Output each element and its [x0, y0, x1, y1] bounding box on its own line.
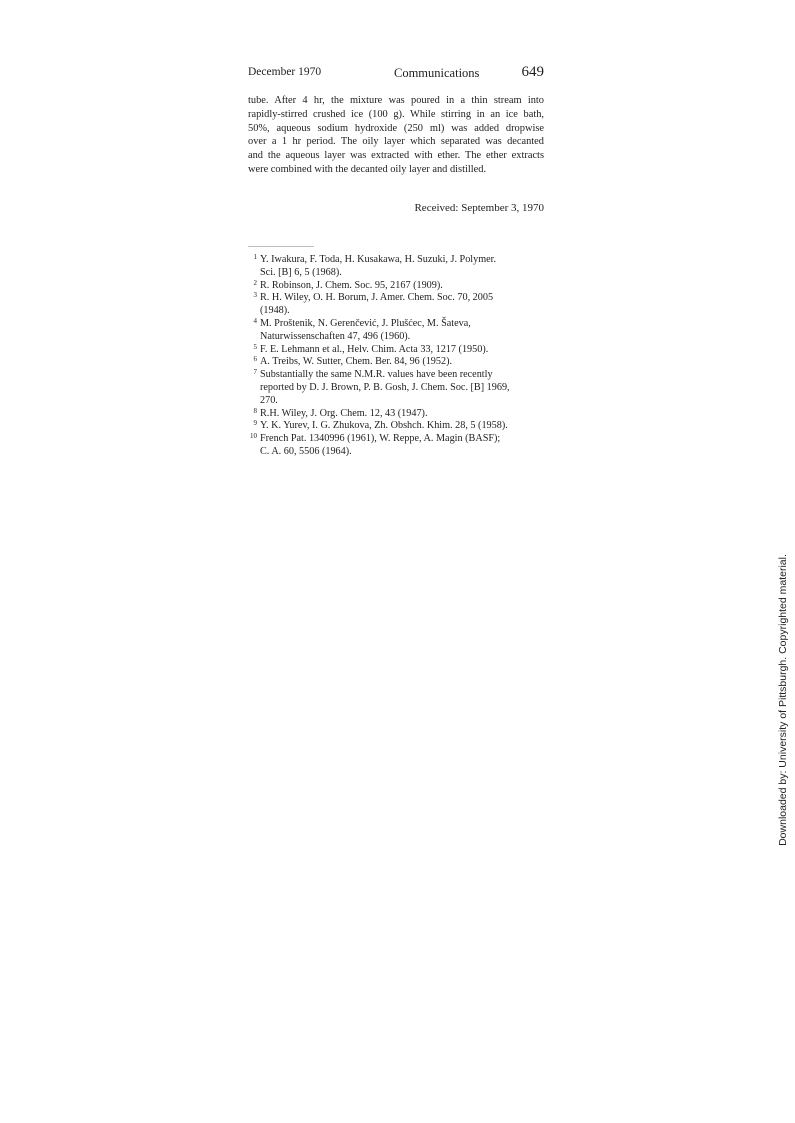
download-watermark: Downloaded by: University of Pittsburgh. Copyrighted material.: [777, 554, 789, 846]
header-journal-section: Communications: [394, 66, 480, 80]
reference-item: [248, 318, 544, 344]
reference-number: 4: [253, 316, 257, 325]
body-line: 50%, aqueous sodium hydroxide (250 ml) was added dropwise: [248, 122, 544, 134]
reference-number: 1: [253, 253, 257, 261]
reference-line: Substantially the same N.M.R. values have been recently: [260, 369, 493, 381]
reference-item: [248, 292, 544, 318]
reference-line: R. Robinson, J. Chem. Soc. 95, 2167 (1909).: [260, 279, 443, 291]
reference-line: Naturwissenschaften 47, 496 (1960).: [260, 330, 411, 342]
reference-item: [248, 356, 544, 369]
reference-number: 7: [253, 368, 257, 377]
reference-number: 2: [253, 278, 257, 287]
received-date: Received: September 3, 1970: [414, 202, 544, 214]
reference-number: 3: [253, 291, 257, 300]
running-header: [248, 64, 544, 82]
reference-line: R. H. Wiley, O. H. Borum, J. Amer. Chem. Soc. 70, 2005: [260, 292, 494, 304]
body-line: rapidly-stirred crushed ice (100 g). While stirring in an ice bath,: [248, 108, 544, 120]
body-line: were combined with the decanted oily layer and distilled.: [248, 163, 487, 175]
reference-line: F. E. Lehmann et al., Helv. Chim. Acta 33, 1217 (1950).: [260, 343, 489, 355]
reference-number: 10: [250, 432, 257, 441]
reference-item: [248, 420, 544, 433]
reference-line: Y. K. Yurev, I. G. Zhukova, Zh. Obshch. Khim. 28, 5 (1958).: [260, 420, 508, 432]
reference-line: (1948).: [260, 305, 290, 317]
reference-item: [248, 369, 544, 407]
reference-line: C. A. 60, 5506 (1964).: [260, 445, 352, 457]
reference-number: 5: [253, 342, 257, 351]
reference-list: [248, 254, 544, 459]
header-date: December 1970: [248, 66, 322, 78]
reference-item: [248, 408, 544, 421]
page-number: 649: [521, 64, 544, 80]
reference-line: M. Proštenik, N. Gerenčević, J. Plušćec, M. Šateva,: [260, 317, 471, 329]
reference-item: [248, 433, 544, 459]
body-line: over a 1 hr period. The oily layer which separated was decanted: [248, 136, 544, 148]
reference-line: 270.: [260, 394, 278, 406]
footnote-divider: [248, 246, 314, 247]
reference-line: A. Treibs, W. Sutter, Chem. Ber. 84, 96 (1952).: [260, 356, 453, 368]
body-line: and the aqueous layer was extracted with ether. The ether extracts: [248, 150, 544, 162]
reference-line: French Pat. 1340996 (1961), W. Reppe, A. Magin (BASF);: [260, 433, 501, 445]
reference-number: 9: [253, 419, 257, 428]
reference-line: Y. Iwakura, F. Toda, H. Kusakawa, H. Suzuki, J. Polymer.: [260, 254, 497, 265]
body-line: tube. After 4 hr, the mixture was poured in a thin stream into: [248, 95, 544, 106]
body-paragraph: [248, 94, 544, 177]
reference-line: R.H. Wiley, J. Org. Chem. 12, 43 (1947).: [260, 407, 428, 419]
reference-number: 8: [253, 406, 257, 415]
reference-line: reported by D. J. Brown, P. B. Gosh, J. Chem. Soc. [B] 1969,: [260, 381, 510, 393]
reference-item: [248, 280, 544, 293]
reference-item: [248, 344, 544, 357]
reference-line: Sci. [B] 6, 5 (1968).: [260, 266, 342, 278]
reference-item: [248, 254, 544, 280]
reference-number: 6: [253, 355, 257, 364]
